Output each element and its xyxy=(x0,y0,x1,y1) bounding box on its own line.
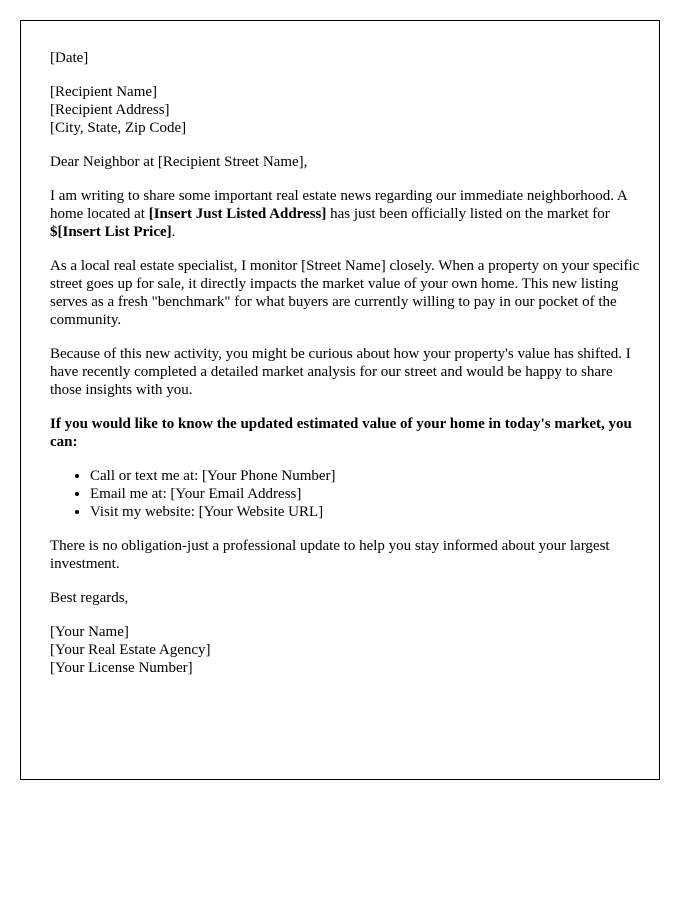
paragraph-market-impact: As a local real estate specialist, I monitor [Street Name] closely. When a property on your specific street goes up for sale, it directly impacts the market value of your own home. This new listing serves as a fresh "benchmark" for what buyers are currently willing to pay in our pocket of the community. xyxy=(50,258,640,328)
contact-item-email: • Email me at: [Your Email Address] xyxy=(90,485,640,503)
paragraph-listing-text-3: . xyxy=(171,224,176,240)
contact-item-website: • Visit my website: [Your Website URL] xyxy=(90,503,640,521)
letter-date: [Date] xyxy=(50,50,89,66)
list-price-placeholder: $[Insert List Price] xyxy=(50,224,172,240)
letter-body xyxy=(50,49,640,693)
signature-name: [Your Name] xyxy=(50,624,129,640)
contact-list xyxy=(50,467,640,521)
signature-agency: [Your Real Estate Agency] xyxy=(50,642,211,658)
letter-frame xyxy=(20,20,660,780)
sign-off: Best regards, xyxy=(50,590,129,606)
signature-block xyxy=(50,623,640,677)
call-to-action-heading: If you would like to know the updated estimated value of your home in today's market, you can: xyxy=(50,416,632,450)
paragraph-listing-text-2: has just been officially listed on the market for xyxy=(326,206,610,222)
paragraph-market-analysis: Because of this new activity, you might be curious about how your property's value has shifted. I have recently completed a detailed market analysis for our street and would be happy to share those insights with you. xyxy=(50,346,631,398)
recipient-block xyxy=(50,83,640,137)
paragraph-listing-news xyxy=(50,187,640,241)
contact-item-phone: • Call or text me at: [Your Phone Number] xyxy=(90,467,640,485)
signature-license: [Your License Number] xyxy=(50,660,193,676)
salutation: Dear Neighbor at [Recipient Street Name], xyxy=(50,154,308,170)
closing-paragraph: There is no obligation-just a professional update to help you stay informed about your largest investment. xyxy=(50,538,610,572)
recipient-name: [Recipient Name] xyxy=(50,84,158,100)
listed-address-placeholder: [Insert Just Listed Address] xyxy=(148,206,327,222)
paragraph-listing-text-1: I am writing to share some important real estate news regarding our immediate neighborhood. A home located at xyxy=(50,188,627,222)
recipient-city-line: [City, State, Zip Code] xyxy=(50,120,187,136)
recipient-address: [Recipient Address] xyxy=(50,102,170,118)
